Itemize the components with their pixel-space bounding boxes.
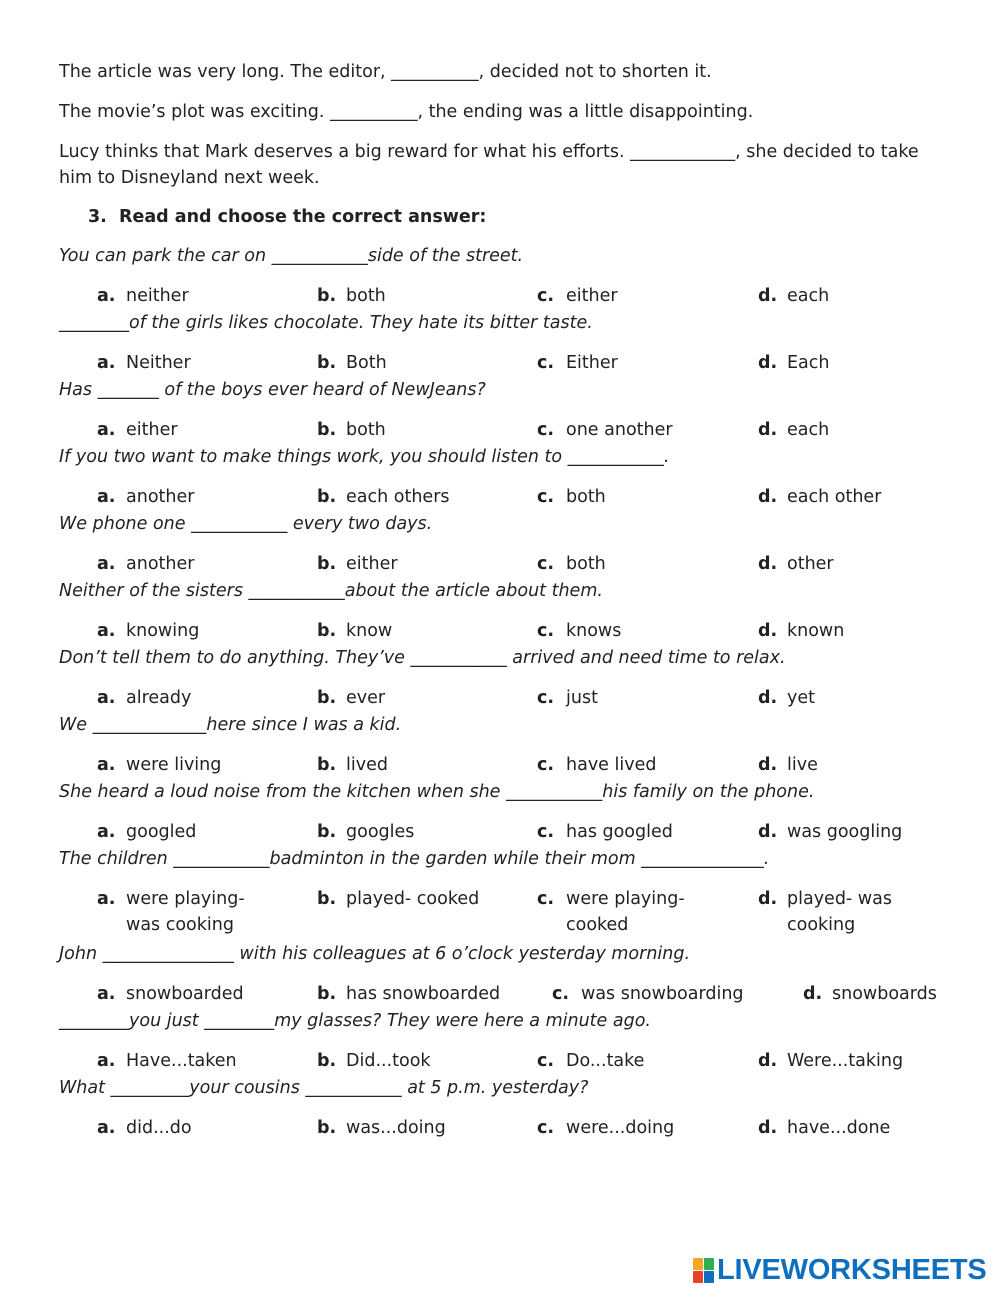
answer-options	[59, 618, 949, 644]
question-text: Neither of the sisters ___________about the article about them.	[59, 581, 603, 601]
option-text: other	[787, 554, 834, 574]
question-text: What _________your cousins ___________ at 5 p.m. yesterday?	[59, 1078, 589, 1098]
answer-option[interactable]	[97, 886, 276, 938]
answer-option[interactable]	[97, 752, 221, 778]
option-text: knows	[566, 621, 622, 641]
answer-option[interactable]	[758, 618, 844, 644]
option-letter: d.	[758, 487, 778, 507]
option-text: was...doing	[346, 1118, 446, 1138]
option-letter: c.	[537, 1051, 555, 1071]
option-text: both	[566, 487, 606, 507]
option-letter: a.	[97, 822, 116, 842]
answer-option[interactable]	[317, 283, 386, 309]
option-letter: a.	[97, 621, 116, 641]
option-letter: c.	[537, 755, 555, 775]
answer-option[interactable]	[537, 350, 618, 376]
logo-mark-square	[704, 1258, 714, 1270]
option-text: one another	[566, 420, 673, 440]
option-letter: d.	[803, 984, 823, 1004]
question-text: ________you just ________my glasses? They were here a minute ago.	[59, 1011, 651, 1031]
answer-option[interactable]	[317, 1115, 446, 1141]
option-letter: d.	[758, 889, 778, 909]
option-text: were playing- was cooking	[126, 889, 245, 935]
answer-option[interactable]	[97, 981, 244, 1007]
option-letter: d.	[758, 554, 778, 574]
question-text: We _____________here since I was a kid.	[59, 715, 402, 735]
question-text: She heard a loud noise from the kitchen when she ___________his family on the phone.	[59, 782, 815, 802]
option-text: either	[126, 420, 178, 440]
option-text: were living	[126, 755, 222, 775]
option-text: another	[126, 487, 195, 507]
answer-option[interactable]	[97, 417, 178, 443]
answer-option[interactable]	[317, 1048, 431, 1074]
option-text: were playing- cooked	[566, 889, 685, 935]
answer-option[interactable]	[803, 981, 937, 1007]
answer-options	[59, 1115, 949, 1141]
logo-mark-icon	[693, 1258, 714, 1283]
answer-option[interactable]	[537, 752, 656, 778]
option-letter: a.	[97, 688, 116, 708]
answer-options	[59, 1048, 949, 1074]
question-text: You can park the car on ___________side of the street.	[59, 246, 524, 266]
answer-option[interactable]	[317, 618, 392, 644]
answer-options	[59, 484, 949, 510]
option-letter: b.	[317, 554, 337, 574]
option-letter: b.	[317, 1118, 337, 1138]
logo-mark-square	[693, 1271, 703, 1283]
option-text: played- cooked	[346, 889, 480, 909]
answer-option[interactable]	[97, 350, 191, 376]
answer-option[interactable]	[758, 417, 829, 443]
answer-option[interactable]	[97, 1048, 237, 1074]
answer-option[interactable]	[758, 752, 818, 778]
option-text: Have...taken	[126, 1051, 237, 1071]
liveworksheets-logo	[693, 1256, 987, 1284]
question-text: We phone one ___________ every two days.	[59, 514, 433, 534]
option-letter: d.	[758, 1118, 778, 1138]
answer-option[interactable]	[758, 685, 815, 711]
option-text: snowboarded	[126, 984, 244, 1004]
option-letter: a.	[97, 286, 116, 306]
answer-option[interactable]	[317, 350, 387, 376]
option-text: have lived	[566, 755, 657, 775]
option-text: already	[126, 688, 192, 708]
answer-option[interactable]	[317, 886, 496, 912]
answer-option[interactable]	[97, 551, 194, 577]
intro-sentence: The article was very long. The editor, __________, decided not to shorten it.	[59, 62, 712, 82]
option-text: either	[566, 286, 618, 306]
option-text: either	[346, 554, 398, 574]
option-letter: c.	[537, 487, 555, 507]
answer-options	[59, 551, 949, 577]
option-text: Did...took	[346, 1051, 431, 1071]
option-letter: c.	[537, 1118, 555, 1138]
answer-option[interactable]	[317, 752, 388, 778]
option-text: Both	[346, 353, 387, 373]
answer-options	[59, 981, 949, 1007]
answer-option[interactable]	[537, 551, 606, 577]
option-letter: d.	[758, 286, 778, 306]
question-text: John _______________ with his colleagues at 6 o’clock yesterday morning.	[59, 944, 691, 964]
question-text: Has _______ of the boys ever heard of NewJeans?	[59, 380, 486, 400]
option-text: both	[346, 420, 386, 440]
option-text: lived	[346, 755, 388, 775]
option-text: each other	[787, 487, 882, 507]
option-text: neither	[126, 286, 189, 306]
option-text: Each	[787, 353, 830, 373]
answer-option[interactable]	[758, 1048, 903, 1074]
answer-option[interactable]	[537, 417, 673, 443]
option-letter: d.	[758, 353, 778, 373]
option-text: another	[126, 554, 195, 574]
option-letter: b.	[317, 286, 337, 306]
question-text: Don’t tell them to do anything. They’ve ___________ arrived and need time to relax.	[59, 648, 786, 668]
option-text: known	[787, 621, 845, 641]
option-letter: c.	[537, 353, 555, 373]
option-letter: a.	[97, 889, 116, 909]
answer-option[interactable]	[537, 283, 618, 309]
option-text: was googling	[787, 822, 903, 842]
option-text: googles	[346, 822, 415, 842]
option-letter: a.	[97, 984, 116, 1004]
option-text: each others	[346, 487, 450, 507]
intro-sentence: The movie’s plot was exciting. __________, the ending was a little disappointing.	[59, 102, 754, 122]
answer-option[interactable]	[537, 618, 621, 644]
logo-mark-square	[693, 1258, 703, 1270]
answer-option[interactable]	[537, 886, 716, 938]
answer-option[interactable]	[758, 283, 829, 309]
option-letter: c.	[537, 688, 555, 708]
option-letter: a.	[97, 353, 116, 373]
answer-option[interactable]	[317, 685, 385, 711]
option-text: Do...take	[566, 1051, 645, 1071]
option-text: was snowboarding	[581, 984, 744, 1004]
option-letter: a.	[97, 1118, 116, 1138]
option-text: have...done	[787, 1118, 891, 1138]
answer-option[interactable]	[97, 819, 196, 845]
option-letter: a.	[97, 1051, 116, 1071]
answer-option[interactable]	[758, 819, 902, 845]
answer-options	[59, 283, 949, 309]
option-text: were...doing	[566, 1118, 675, 1138]
option-text: live	[787, 755, 818, 775]
option-letter: a.	[97, 755, 116, 775]
answer-option[interactable]	[537, 819, 673, 845]
option-letter: c.	[537, 822, 555, 842]
option-text: snowboards	[832, 984, 937, 1004]
option-letter: d.	[758, 688, 778, 708]
answer-option[interactable]	[317, 819, 414, 845]
answer-option[interactable]	[97, 283, 189, 309]
option-letter: b.	[317, 984, 337, 1004]
answer-options	[59, 417, 949, 443]
option-letter: d.	[758, 755, 778, 775]
option-text: googled	[126, 822, 197, 842]
intro-sentence: Lucy thinks that Mark deserves a big reward for what his efforts. ____________, she decided to take him to Disneyland next week.	[59, 142, 919, 188]
answer-option[interactable]	[97, 484, 194, 510]
option-letter: d.	[758, 621, 778, 641]
answer-option[interactable]	[317, 981, 500, 1007]
answer-options	[59, 752, 949, 778]
option-text: each	[787, 420, 830, 440]
question-list	[59, 243, 949, 1141]
option-letter: c.	[537, 420, 555, 440]
option-text: knowing	[126, 621, 200, 641]
answer-option[interactable]	[537, 685, 598, 711]
option-letter: b.	[317, 755, 337, 775]
answer-options	[59, 886, 949, 940]
answer-option[interactable]	[537, 1115, 674, 1141]
option-text: did...do	[126, 1118, 192, 1138]
option-text: know	[346, 621, 393, 641]
option-letter: c.	[537, 889, 555, 909]
option-text: has snowboarded	[346, 984, 501, 1004]
option-letter: a.	[97, 554, 116, 574]
option-text: has googled	[566, 822, 673, 842]
option-letter: d.	[758, 1051, 778, 1071]
option-text: both	[346, 286, 386, 306]
answer-option[interactable]	[552, 981, 744, 1007]
option-letter: d.	[758, 420, 778, 440]
logo-text: LIVEWORKSHEETS	[717, 1254, 987, 1286]
answer-option[interactable]	[758, 1115, 890, 1141]
option-letter: b.	[317, 889, 337, 909]
answer-options	[59, 819, 949, 845]
option-text: ever	[346, 688, 386, 708]
answer-option[interactable]	[317, 551, 398, 577]
answer-option[interactable]	[758, 886, 937, 938]
option-letter: c.	[537, 286, 555, 306]
answer-option[interactable]	[758, 350, 830, 376]
option-letter: b.	[317, 420, 337, 440]
option-letter: b.	[317, 822, 337, 842]
question-text: The children ___________badminton in the garden while their mom ______________.	[59, 849, 770, 869]
option-text: both	[566, 554, 606, 574]
option-letter: d.	[758, 822, 778, 842]
option-text: each	[787, 286, 830, 306]
section-number: 3.	[88, 207, 107, 227]
answer-option[interactable]	[758, 551, 834, 577]
option-text: Were...taking	[787, 1051, 904, 1071]
option-text: played- was cooking	[787, 889, 892, 935]
option-letter: b.	[317, 688, 337, 708]
option-letter: c.	[537, 554, 555, 574]
option-letter: b.	[317, 487, 337, 507]
answer-options	[59, 350, 949, 376]
answer-option[interactable]	[317, 484, 450, 510]
logo-mark-square	[704, 1271, 714, 1283]
answer-option[interactable]	[537, 484, 606, 510]
answer-option[interactable]	[317, 417, 386, 443]
worksheet-page	[59, 59, 949, 1142]
answer-option[interactable]	[537, 1048, 644, 1074]
answer-option[interactable]	[758, 484, 881, 510]
option-letter: c.	[537, 621, 555, 641]
question-text: ________of the girls likes chocolate. They hate its bitter taste.	[59, 313, 593, 333]
option-text: Either	[566, 353, 618, 373]
option-text: yet	[787, 688, 815, 708]
option-letter: a.	[97, 420, 116, 440]
option-letter: c.	[552, 984, 570, 1004]
option-letter: b.	[317, 353, 337, 373]
section-title: Read and choose the correct answer:	[119, 207, 487, 227]
option-letter: b.	[317, 621, 337, 641]
answer-option[interactable]	[97, 685, 191, 711]
option-letter: b.	[317, 1051, 337, 1071]
option-text: Neither	[126, 353, 191, 373]
answer-option[interactable]	[97, 618, 199, 644]
option-letter: a.	[97, 487, 116, 507]
answer-option[interactable]	[97, 1115, 192, 1141]
section-heading	[59, 205, 949, 229]
option-text: just	[566, 688, 598, 708]
question-text: If you two want to make things work, you should listen to ___________.	[59, 447, 670, 467]
answer-options	[59, 685, 949, 711]
